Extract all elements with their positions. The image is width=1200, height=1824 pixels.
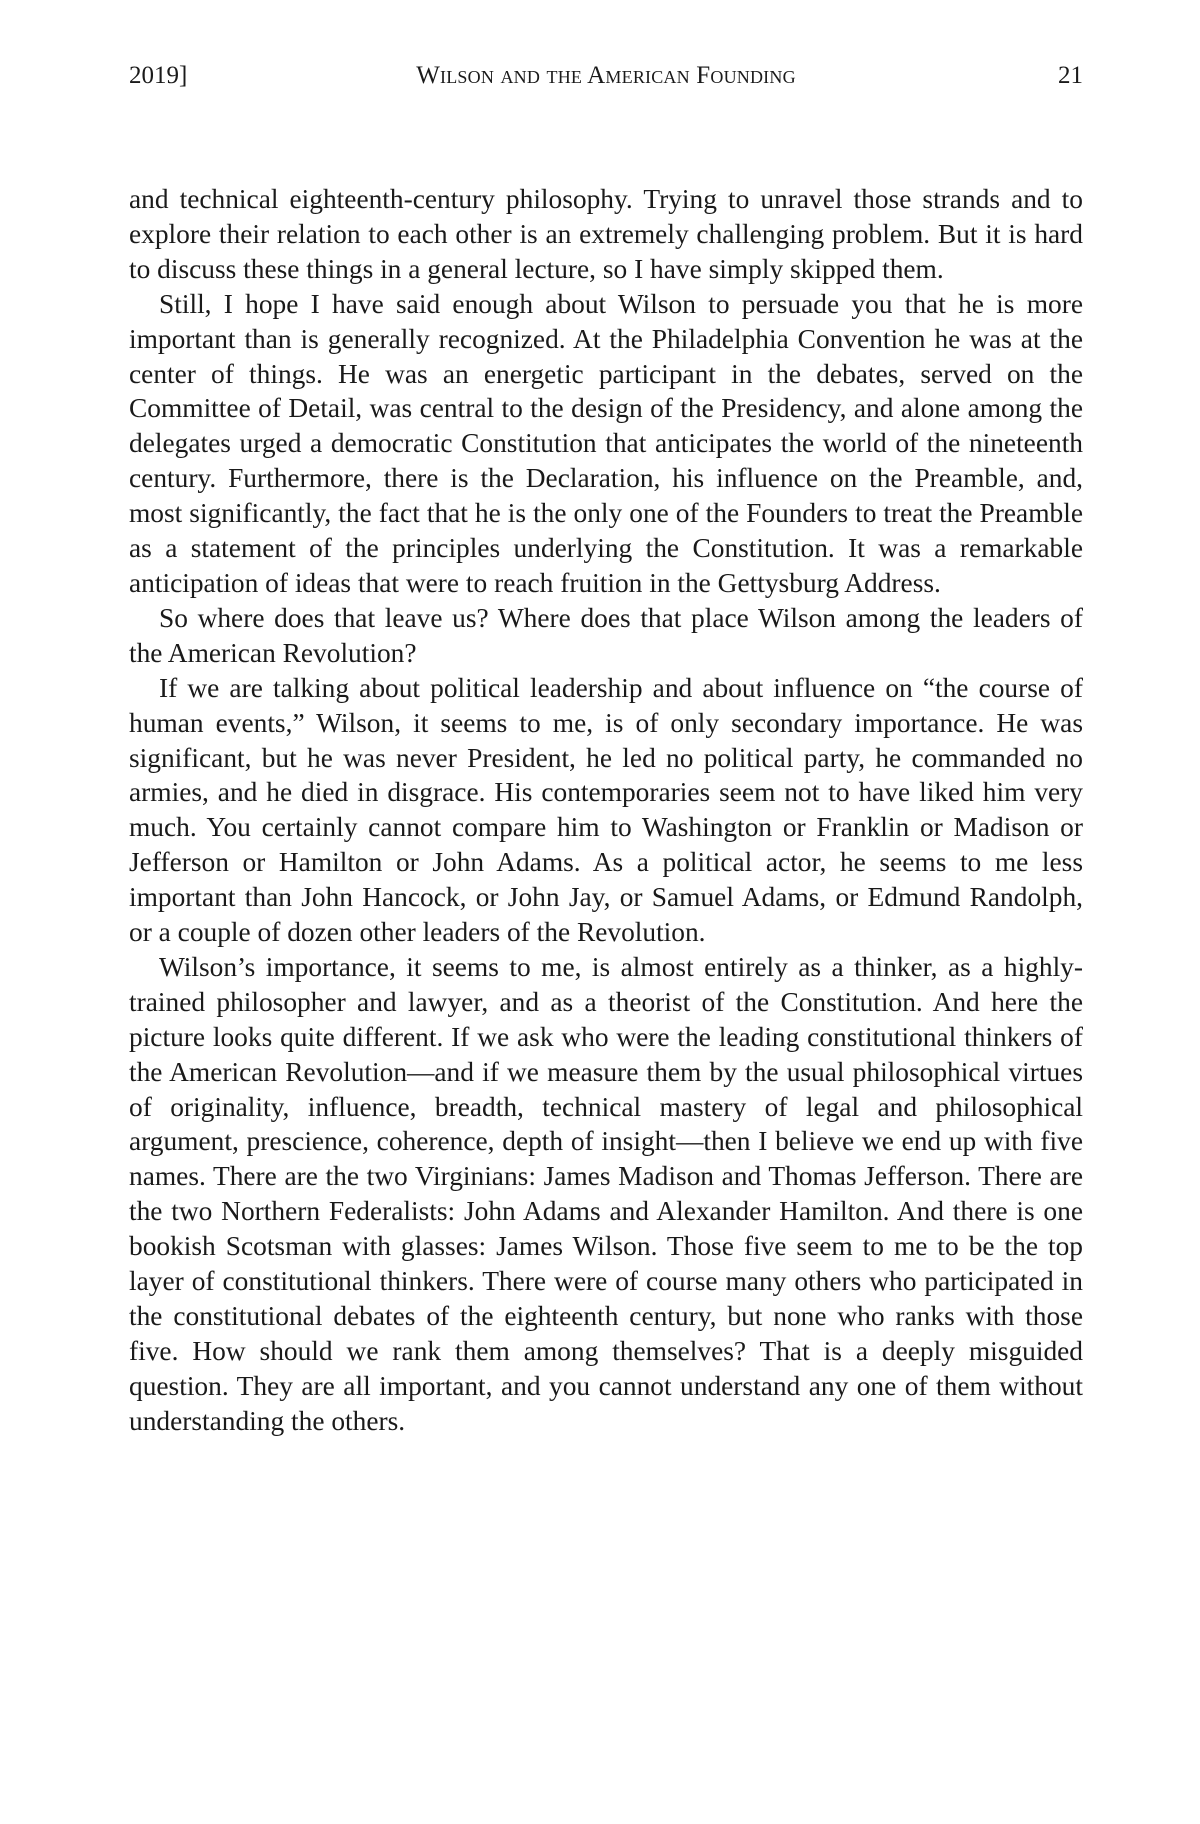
document-page — [129, 56, 1083, 1439]
header-title: Wilson and the American Founding — [416, 62, 796, 89]
page-number: 21 — [1058, 62, 1083, 89]
body-text — [129, 182, 1083, 1439]
running-header — [129, 56, 1083, 96]
header-year: 2019] — [129, 62, 188, 89]
paragraph-continued: and technical eighteenth-century philosophy. Trying to unravel those strands and to explore their relation to each other is an extremely challenging problem. But it is hard to discuss these things in a general lecture, so I have simply skipped them. — [129, 184, 1083, 284]
paragraph: Wilson’s importance, it seems to me, is almost entirely as a thinker, as a highly-trained philosopher and lawyer, and as a theorist of the Constitution. And here the picture looks quite different. If we ask who were the leading constitutional thinkers of the American Revolution—and if we measure them by the usual philosophical virtues of originality, influence, breadth, technical mastery of legal and philosophical argument, prescience, coherence, depth of insight—then I believe we end up with five names. There are the two Virginians: James Madison and Thomas Jefferson. There are the two Northern Federalists: John Adams and Alexander Hamilton. And there is one bookish Scotsman with glasses: James Wilson. Those five seem to me to be the top layer of constitutional thinkers. There were of course many others who participated in the constitutional debates of the eighteenth century, but none who ranks with those five. How should we rank them among themselves? That is a deeply misguided question. They are all important, and you cannot understand any one of them without understanding the others. — [129, 951, 1083, 1436]
paragraph: Still, I hope I have said enough about Wilson to persuade you that he is more important than is generally recognized. At the Philadelphia Convention he was at the center of things. He was an energetic participant in the debates, served on the Committee of Detail, was central to the design of the Presidency, and alone among the delegates urged a democratic Constitution that anticipates the world of the nineteenth century. Furthermore, there is the Declaration, his influence on the Preamble, and, most significantly, the fact that he is the only one of the Founders to treat the Preamble as a statement of the principles underlying the Constitution. It was a remarkable anticipation of ideas that were to reach fruition in the Gettysburg Address. — [129, 288, 1083, 598]
paragraph: So where does that leave us? Where does that place Wilson among the leaders of the American Revolution? — [129, 602, 1083, 668]
paragraph: If we are talking about political leadership and about influence on “the course of human events,” Wilson, it seems to me, is of only secondary importance. He was significant, but he was never President, he led no political party, he commanded no armies, and he died in disgrace. His contemporaries seem not to have liked him very much. You certainly cannot compare him to Washington or Franklin or Madison or Jefferson or Hamilton or John Adams. As a political actor, he seems to me less important than John Hancock, or John Jay, or Samuel Adams, or Edmund Randolph, or a couple of dozen other leaders of the Revolution. — [129, 672, 1083, 948]
